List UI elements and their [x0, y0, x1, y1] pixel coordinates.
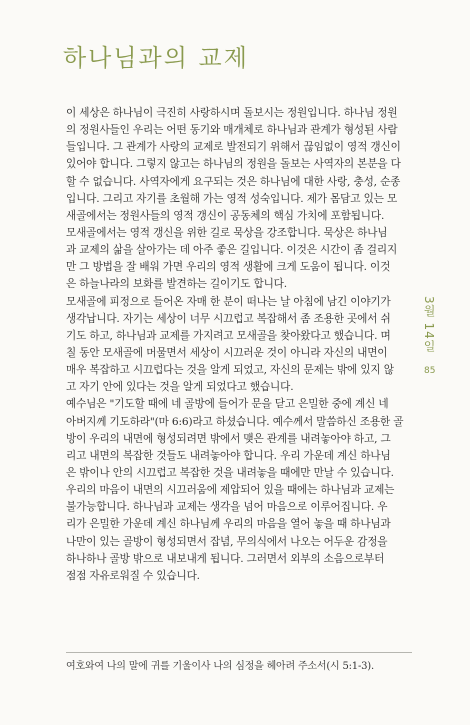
text-line: 고 자기 안에 있다는 것을 알게 되었다고 했습니다.	[66, 381, 294, 394]
text-line: 과 교제의 삶을 살아가는 데 아주 좋은 길입니다. 이것은 시간이 좀 걸리지	[66, 244, 398, 257]
text-line: 불가능합니다. 하나님과 교제는 생각을 넘어 마음으로 이루어집니다. 우	[66, 501, 388, 514]
side-date-label: 3월 14일	[422, 296, 436, 353]
text-line: 기도 하고, 하나님과 교제를 가지려고 모새골을 찾아왔다고 했습니다. 며	[66, 329, 391, 342]
text-line: 모새골에서는 영적 갱신을 위한 길로 묵상을 강조합니다. 묵상은 하나님	[66, 226, 388, 239]
text-line: 들입니다. 그 관계가 사랑의 교제로 발전되기 위해서 끊임없이 영적 갱신이	[66, 141, 401, 154]
text-line: 새골에서는 정원사들의 영적 갱신이 공동체의 핵심 가치에 포함됩니다.	[66, 209, 385, 222]
text-line: 만 그 방법을 잘 배워 가면 우리의 영적 생활에 크게 도움이 됩니다. 이것	[66, 261, 391, 274]
text-line: 은 밖이나 안의 시끄럽고 복잡한 것을 내려놓을 때에만 만날 수 있습니다.	[66, 466, 394, 479]
text-line: 은 하늘나라의 보화를 발견하는 길이기도 합니다.	[66, 278, 287, 291]
footer-verse: 여호와여 나의 말에 귀를 기울이사 나의 심정을 헤아려 주소서(시 5:1-3).	[66, 661, 374, 672]
body-text	[66, 105, 408, 585]
text-line: 생각납니다. 자기는 세상이 너무 시끄럽고 복잡해서 좀 조용한 곳에서 쉬	[66, 312, 391, 325]
text-line: 우리의 마음이 내면의 시끄러움에 제압되어 있을 때에는 하나님과 교제는	[66, 484, 395, 497]
text-line: 리가 은밀한 가운데 계신 하나님께 우리의 마음을 열어 놓을 때 하나님과	[66, 518, 391, 531]
text-line: 의 정원사들인 우리는 어떤 동기와 매개체로 하나님과 관계가 형성된 사람	[66, 124, 398, 137]
text-line: 방이 우리의 내면에 형성되려면 밖에서 맺은 관계를 내려놓아야 하고, 그	[66, 432, 391, 445]
text-line: 리고 내면의 복잡한 것들도 내려놓아야 합니다. 우리 가운데 계신 하나님	[66, 449, 391, 462]
text-line: 모새골에 피정으로 들어온 자매 한 분이 떠나는 날 아침에 남긴 이야기가	[66, 295, 391, 308]
text-line: 예수님은 "기도할 때에 네 골방에 들어가 문을 닫고 은밀한 중에 계신 네	[66, 398, 389, 411]
text-line: 입니다. 그리고 자기를 초월해 가는 영적 성숙입니다. 제가 몸담고 있는 모	[66, 192, 398, 205]
text-line: 점점 자유로워질 수 있습니다.	[66, 569, 200, 582]
text-line: 이 세상은 하나님이 극진히 사랑하시며 돌보시는 정원입니다. 하나님 정원	[66, 107, 398, 119]
text-line: 칠 동안 모새골에 머물면서 세상이 시끄러운 것이 아니라 자신의 내면이	[66, 346, 388, 359]
page-number: 85	[424, 366, 436, 376]
text-line: 나만이 있는 골방이 형성되면서 잡념, 무의식에서 나오는 어두운 감정을	[66, 535, 388, 548]
text-line: 할 수 없습니다. 사역자에게 요구되는 것은 하나님에 대한 사랑, 충성, 순종	[66, 175, 401, 188]
text-line: 아버지께 기도하라"(마 6:6)라고 하셨습니다. 예수께서 말씀하신 조용한 골	[66, 415, 404, 428]
text-line: 매우 복잡하고 시끄럽다는 것을 알게 되었고, 자신의 문제는 밖에 있지 않	[66, 364, 394, 377]
text-line: 있어야 합니다. 그렇지 않고는 하나님의 정원을 돌보는 사역자의 본분을 다	[66, 158, 401, 171]
text-line: 하나하나 골방 밖으로 내보내게 됩니다. 그러면서 외부의 소음으로부터	[66, 552, 385, 565]
footer-divider	[66, 652, 412, 653]
page-title: 하나님과의 교제	[63, 44, 249, 72]
